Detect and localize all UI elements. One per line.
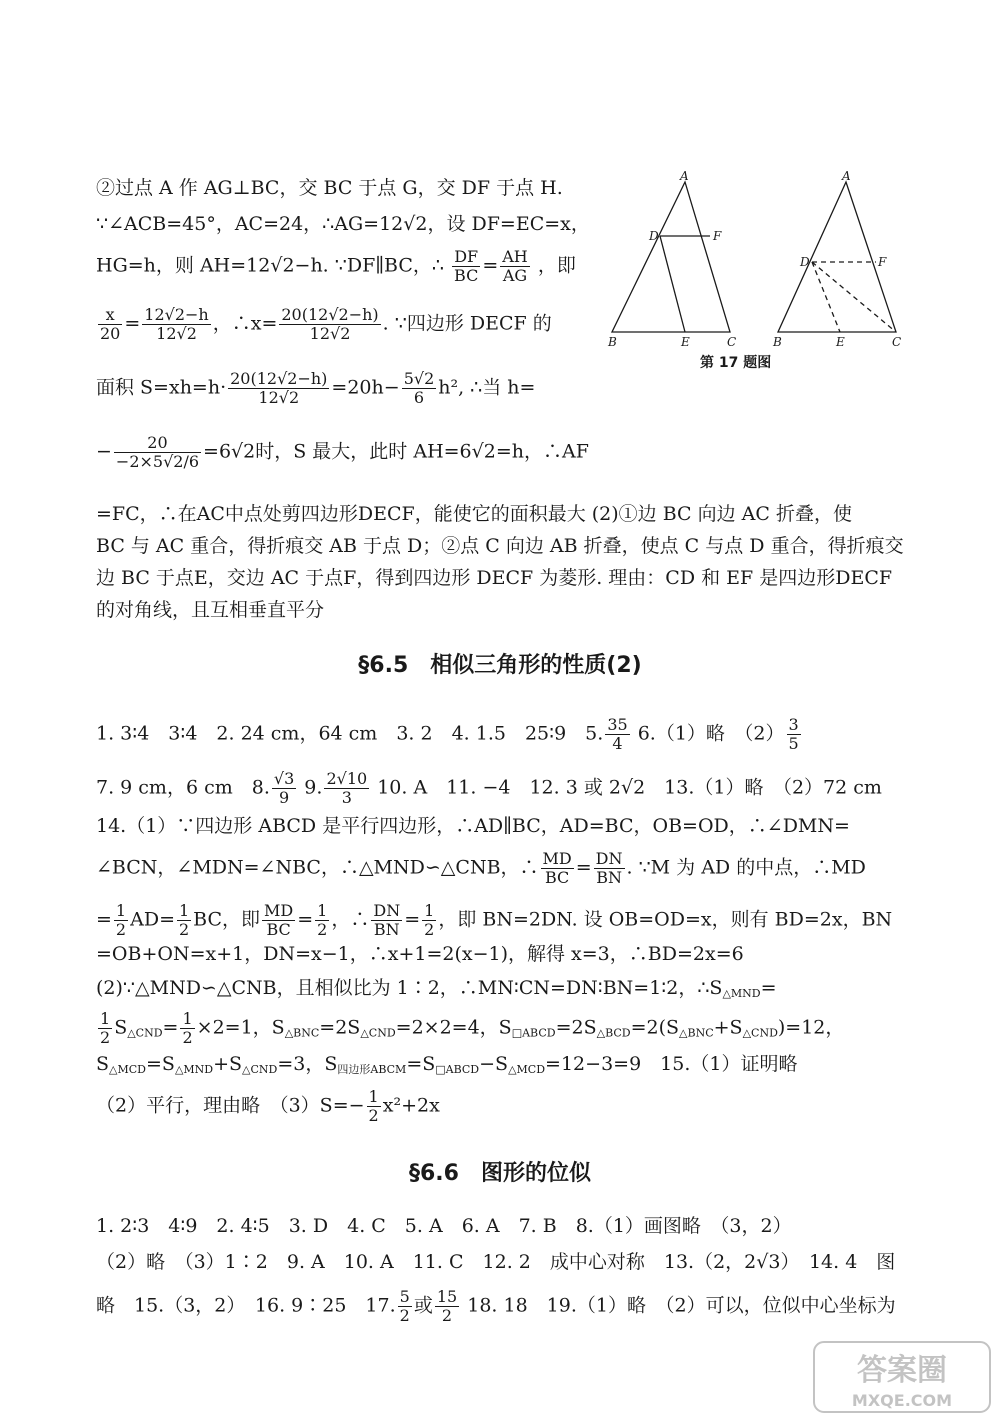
text: =12−3=9 15.（1）证明略 — [545, 1053, 798, 1075]
label-a: A — [680, 170, 689, 183]
text: 6.（1）略 （2） — [637, 722, 785, 745]
text: ，即 — [537, 254, 576, 277]
subscript: △BCD — [596, 1026, 631, 1040]
text: ×2=1，S — [196, 1016, 285, 1039]
text: 略 15.（3，2） 16. 9∶25 17. — [96, 1294, 396, 1317]
label-f: F — [713, 229, 722, 243]
answer-line — [96, 1288, 896, 1325]
solution-line: ②过点 A 作 AG⊥BC，交 BC 于点 G，交 DF 于点 H. — [96, 177, 563, 199]
fraction: $\frac{20}{-2\times 5√2/6}$ — [115, 433, 200, 471]
solution-line — [96, 434, 589, 471]
answer-line — [96, 716, 803, 753]
subscript: □ABCD — [511, 1026, 556, 1040]
fraction: $\frac{35}{4}$ — [607, 715, 628, 753]
fraction: $\frac{DN}{BN}$ — [595, 849, 623, 887]
triangle-figure — [600, 170, 910, 370]
text: ∠BCN，∠MDN=∠NBC，∴△MND∽△CNB，∴ — [96, 856, 539, 879]
text: 面积 S=xh=h· — [96, 376, 227, 399]
solution-line: 边 BC 于点E，交边 AC 于点F，得到四边形 DECF 为菱形. 理由：CD 和 EF 是四边形DECF — [96, 567, 893, 589]
text: =2S — [555, 1016, 597, 1039]
fraction: $\frac{MD}{BC}$ — [264, 901, 294, 939]
fraction: $\frac{3}{5}$ — [788, 715, 799, 753]
solution-line: =FC，∴在AC中点处剪四边形DECF，能使它的面积最大 (2)①边 BC 向边 AC 折叠，使 — [96, 503, 852, 525]
watermark-url: MXQE.COM — [851, 1391, 953, 1410]
text: h², ∴当 h= — [438, 376, 536, 399]
text: HG=h，则 AH=12√2−h. ∵DF∥BC，∴ — [96, 254, 444, 277]
text: +S — [213, 1053, 243, 1075]
fraction: $\frac{1}{2}$ — [115, 901, 127, 939]
text: 7. 9 cm，6 cm 8. — [96, 776, 270, 799]
answer-line: 14.（1）∵四边形 ABCD 是平行四边形，∴AD∥BC，AD=BC，OB=OD，∴∠DMN= — [96, 815, 850, 837]
fraction: $\frac{20(12√2-h)}{12√2}$ — [230, 369, 328, 407]
fraction: $\frac{2√10}{3}$ — [326, 769, 368, 807]
fraction: $\frac{1}{2}$ — [424, 901, 435, 939]
text: (2)∵△MND∽△CNB，且相似比为 1∶2，∴MN∶CN=DN∶BN=1∶2，∴S — [96, 977, 723, 999]
fraction: $\frac{x}{20}$ — [100, 305, 121, 343]
text: x²+2x — [382, 1094, 440, 1117]
fraction: $\frac{1}{2}$ — [317, 901, 328, 939]
text: =2S — [319, 1016, 361, 1039]
label-e: E — [836, 335, 845, 349]
solution-line: 的对角线，且互相垂直平分 — [96, 599, 325, 621]
fraction: $\frac{1}{2}$ — [178, 901, 190, 939]
label-e: E — [681, 335, 690, 349]
label-c: C — [892, 335, 902, 349]
dashed-dc — [812, 262, 896, 332]
left-triangle — [612, 182, 730, 332]
answer-line — [96, 976, 777, 1006]
fraction: $\frac{5√2}{6}$ — [403, 369, 435, 407]
text: ，即 BN=2DN. 设 OB=OD=x，则有 BD=2x，BN — [438, 908, 893, 931]
text: 10. A 11. −4 12. 3 或 2√2 13.（1）略 （2）72 cm — [377, 776, 882, 799]
solution-line: BC 与 AC 重合，得折痕交 AB 于点 D；②点 C 向边 AB 折叠，使点 C 与点 D 重合，得折痕交 — [96, 535, 904, 557]
answer-line — [96, 1088, 440, 1125]
subscript: △MND — [174, 1063, 214, 1076]
text: 1. 3∶4 3∶4 2. 24 cm，64 cm 3. 2 4. 1.5 25∶9 5. — [96, 722, 604, 745]
fraction: $\frac{AH}{AG}$ — [502, 247, 528, 285]
subscript: △CND — [742, 1026, 778, 1040]
fraction: $\frac{√3}{9}$ — [273, 769, 295, 807]
subscript: △CND — [127, 1026, 163, 1040]
subscript: □ABCD — [435, 1063, 480, 1076]
label-f: F — [878, 255, 887, 269]
fraction: $\frac{MD}{BC}$ — [542, 849, 572, 887]
fraction: $\frac{DN}{BN}$ — [373, 901, 401, 939]
text: )=12， — [777, 1016, 845, 1039]
answer-line: 1. 2∶3 4∶9 2. 4∶5 3. D 4. C 5. A 6. A 7. B 8.（1）画图略 （3，2） — [96, 1215, 792, 1237]
segment-de — [660, 236, 685, 332]
text: BC，即 — [193, 908, 261, 931]
subscript: △BNC — [284, 1026, 320, 1040]
text: = — [404, 908, 421, 931]
fraction: $\frac{15}{2}$ — [436, 1287, 458, 1325]
section-title: §6.5 相似三角形的性质(2) — [358, 653, 642, 678]
subscript: △CND — [242, 1063, 278, 1076]
solution-line: ∵∠ACB=45°，AC=24，∴AG=12√2，设 DF=EC=x， — [96, 213, 590, 235]
subscript: △MND — [722, 987, 761, 1000]
label-d: D — [649, 229, 659, 243]
text: = — [96, 908, 112, 931]
label-d: D — [800, 255, 810, 269]
text: S — [114, 1016, 128, 1039]
answer-line: =OB+ON=x+1，DN=x−1，∴x+1=2(x−1)，解得 x=3，∴BD=2x=6 — [96, 943, 744, 965]
answer-line — [96, 902, 892, 939]
subscript: △MCD — [508, 1063, 546, 1076]
text: ，∴ — [331, 908, 370, 931]
text: ，∴x= — [212, 312, 278, 335]
label-b: B — [608, 335, 617, 349]
label-b: B — [773, 335, 782, 349]
text: AD= — [130, 908, 175, 931]
text: 或 — [413, 1294, 433, 1317]
subscript: △MCD — [109, 1063, 146, 1076]
text: = — [162, 1016, 179, 1039]
text: =2×2=4，S — [395, 1016, 512, 1039]
text: +S — [713, 1016, 743, 1039]
answer-line — [96, 1010, 844, 1047]
text: =S — [406, 1053, 436, 1075]
figure-caption: 第 17 题图 — [700, 355, 772, 371]
text: − — [96, 440, 112, 463]
answer-line — [96, 1052, 797, 1082]
text: = — [297, 908, 314, 931]
subscript: △BNC — [679, 1026, 714, 1040]
solution-line: $\frac{x}{20}$ = $\frac{12√2-h}{12√2}$ ，∴x= $\frac{20(12√2-h)}{12√2}$ . ∵四边形 DECF 的 — [100, 305, 552, 343]
answer-line: （2）略 （3）1∶2 9. A 10. A 11. C 12. 2 成中心对称 13.（2，2√3） 14. 4 图 — [96, 1251, 896, 1273]
subscript: 四边形ABCM — [337, 1063, 407, 1076]
text: =S — [146, 1053, 175, 1075]
fraction: $\frac{20(12√2-h)}{12√2}$ — [281, 305, 379, 343]
dashed-de — [812, 262, 840, 332]
subscript: △CND — [360, 1026, 396, 1040]
fraction: $\frac{1}{2}$ — [182, 1009, 193, 1047]
text: （2）平行，理由略 （3）S=− — [96, 1094, 365, 1117]
fraction: $\frac{5}{2}$ — [399, 1287, 410, 1325]
text: =2(S — [630, 1016, 680, 1039]
answer-line — [96, 770, 882, 807]
label-c: C — [727, 335, 737, 349]
text: 9. — [304, 776, 323, 799]
fraction: $\frac{1}{2}$ — [100, 1009, 111, 1047]
section-title: §6.6 图形的位似 — [409, 1161, 591, 1186]
fraction: $\frac{12√2-h}{12√2}$ — [144, 305, 209, 343]
text: . ∵四边形 DECF 的 — [382, 312, 552, 335]
text: =6√2时，S 最大，此时 AH=6√2=h，∴AF — [203, 440, 589, 463]
solution-line — [96, 370, 535, 407]
text: =3，S — [277, 1053, 338, 1075]
text: = — [760, 977, 777, 999]
text: 18. 18 19.（1）略 （2）可以，位似中心坐标为 — [467, 1294, 896, 1317]
fraction: $\frac{1}{2}$ — [368, 1087, 379, 1125]
solution-line: HG=h，则 AH=12√2−h. ∵DF∥BC，∴ $\frac{DF}{BC}$ = $\frac{AH}{AG}$ ，即 — [96, 247, 576, 285]
watermark-logo — [812, 1340, 992, 1414]
fraction: $\frac{DF}{BC}$ — [454, 247, 479, 285]
watermark-text: 答案圈 — [857, 1353, 947, 1388]
text: −S — [479, 1053, 509, 1075]
answer-line: ∠BCN，∠MDN=∠NBC，∴△MND∽△CNB，∴ $\frac{MD}{BC}$ = $\frac{DN}{BN}$ . ∵M 为 AD 的中点，∴MD — [96, 849, 866, 887]
text: =20h− — [331, 376, 400, 399]
label-a: A — [842, 170, 851, 183]
text: S — [96, 1053, 110, 1075]
text: . ∵M 为 AD 的中点，∴MD — [626, 856, 866, 879]
